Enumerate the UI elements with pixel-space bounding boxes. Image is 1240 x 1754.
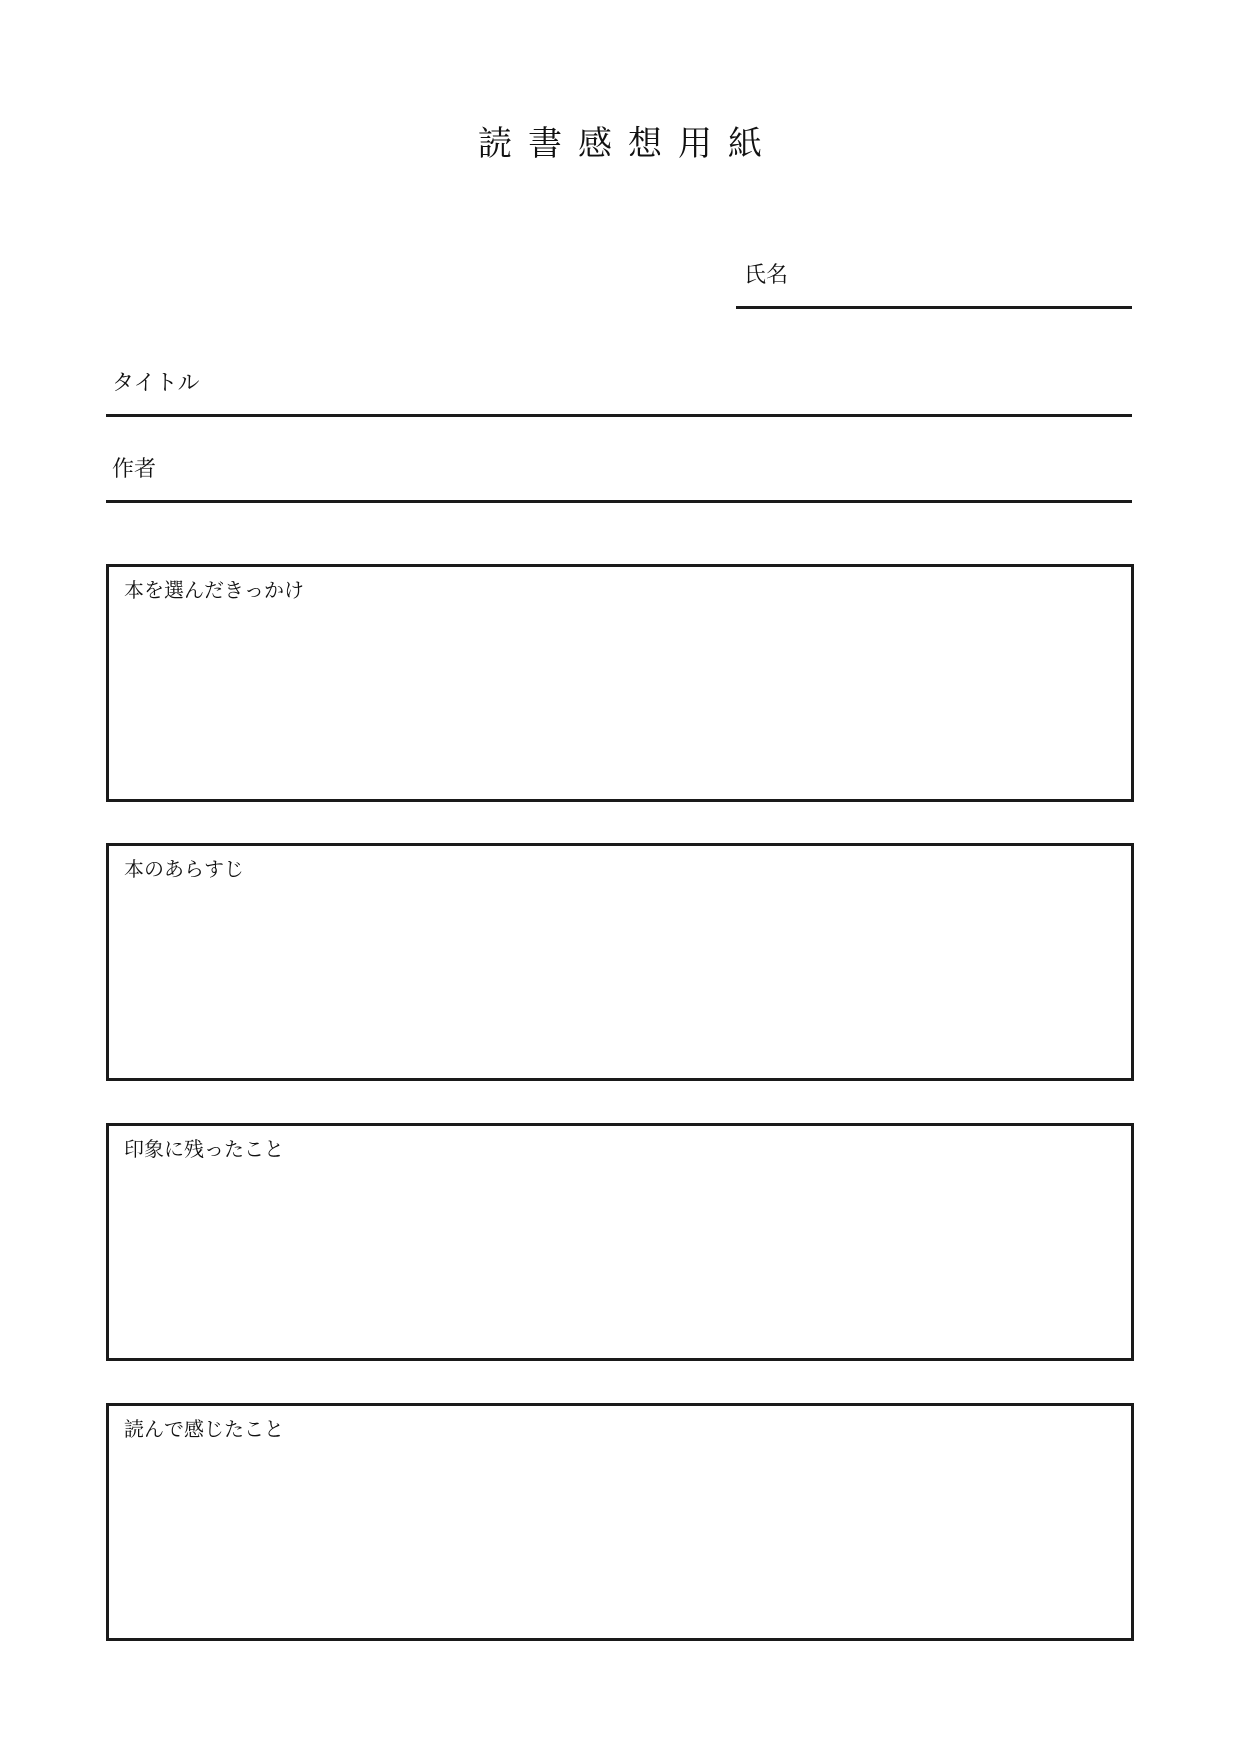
page-title: 読書感想用紙 <box>478 124 778 164</box>
author-label: 作者 <box>112 457 157 482</box>
thoughts-box[interactable] <box>106 1403 1134 1641</box>
reason-for-choosing-box[interactable] <box>106 564 1134 802</box>
thoughts-label: 読んで感じたこと <box>124 1417 284 1441</box>
reason-for-choosing-label: 本を選んだきっかけ <box>124 578 304 602</box>
name-field[interactable] <box>736 256 1132 309</box>
book-title-label: タイトル <box>112 371 200 396</box>
synopsis-box[interactable] <box>106 843 1134 1081</box>
synopsis-label: 本のあらすじ <box>124 857 244 881</box>
impression-label: 印象に残ったこと <box>124 1137 284 1161</box>
impression-box[interactable] <box>106 1123 1134 1361</box>
book-title-field[interactable] <box>106 364 1132 417</box>
author-field[interactable] <box>106 450 1132 503</box>
name-label: 氏名 <box>744 263 789 288</box>
